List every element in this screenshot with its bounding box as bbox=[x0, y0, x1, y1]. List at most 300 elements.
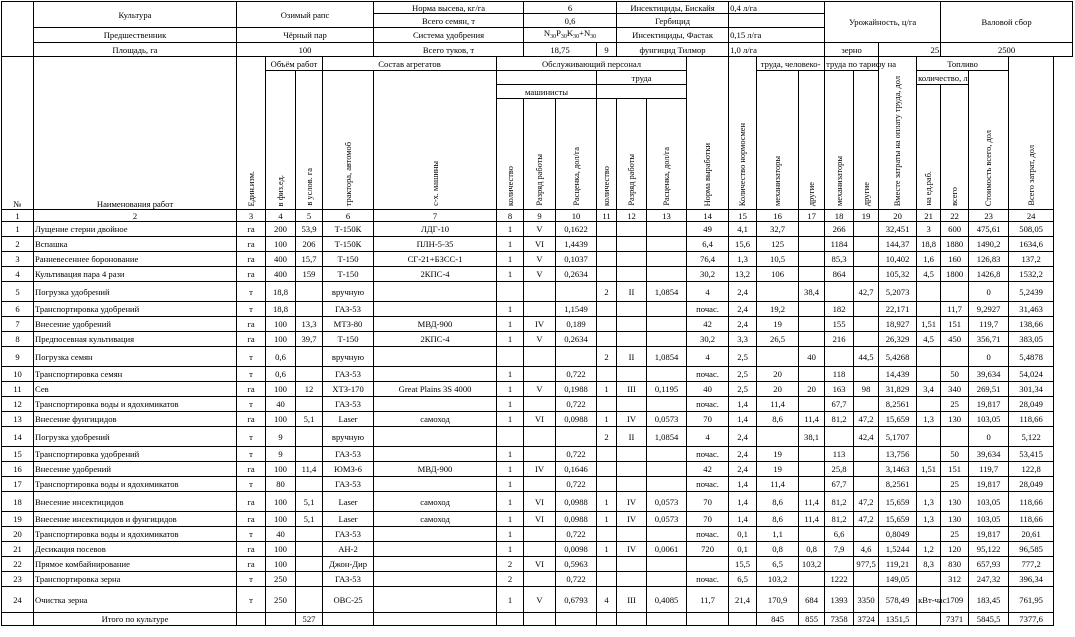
table-cell: 5,2439 bbox=[1009, 282, 1054, 302]
table-cell: 5 bbox=[2, 282, 34, 302]
col-shifts: Количество нормосмен bbox=[729, 57, 757, 210]
table-cell: 39,7 bbox=[296, 332, 323, 347]
col-others: другие bbox=[799, 71, 825, 210]
table-cell bbox=[917, 572, 941, 587]
table-cell bbox=[597, 557, 617, 572]
table-row bbox=[2, 477, 1073, 492]
table-cell: 100 bbox=[266, 557, 296, 572]
table-cell: 1,0854 bbox=[647, 282, 687, 302]
table-cell bbox=[597, 252, 617, 267]
table-cell: Транспортировка семян bbox=[34, 367, 237, 382]
table-cell: 44,5 bbox=[854, 347, 879, 367]
table-cell: 1 bbox=[597, 412, 617, 427]
table-cell bbox=[374, 447, 497, 462]
total-seeds-value: 0,6 bbox=[524, 14, 617, 28]
table-cell: 20 bbox=[757, 367, 799, 382]
table-cell: 1,6 bbox=[917, 252, 941, 267]
table-cell: III bbox=[617, 382, 647, 397]
table-cell: т bbox=[237, 397, 266, 412]
table-cell: 95,122 bbox=[969, 542, 1009, 557]
table-cell: 50 bbox=[941, 367, 969, 382]
table-cell: 18,8 bbox=[266, 282, 296, 302]
table-cell bbox=[524, 347, 556, 367]
table-cell: 11,4 bbox=[296, 462, 323, 477]
table-cell: 1490,2 bbox=[969, 237, 1009, 252]
table-cell: 98 bbox=[854, 382, 879, 397]
table-cell: 5,1707 bbox=[879, 427, 917, 447]
table-cell: 9 bbox=[266, 447, 296, 462]
table-cell: Great Plains 3S 4000 bbox=[374, 382, 497, 397]
table-cell: 4,5 bbox=[917, 332, 941, 347]
table-cell bbox=[854, 222, 879, 237]
table-cell: 0,1195 bbox=[647, 382, 687, 397]
table-cell bbox=[374, 347, 497, 367]
table-cell bbox=[647, 237, 687, 252]
table-cell: 22,171 bbox=[879, 302, 917, 317]
table-cell: АН-2 bbox=[323, 542, 374, 557]
table-cell: 6,6 bbox=[825, 527, 854, 542]
table-cell: 53,415 bbox=[1009, 447, 1054, 462]
table-cell: 2,4 bbox=[729, 447, 757, 462]
table-cell: 2КПС-4 bbox=[374, 332, 497, 347]
table-cell: 9 bbox=[2, 347, 34, 367]
table-cell: 19,817 bbox=[969, 397, 1009, 412]
table-cell: 163 bbox=[825, 382, 854, 397]
table-cell: Т-150К bbox=[323, 237, 374, 252]
table-cell: 70 bbox=[687, 492, 729, 512]
table-cell: 0,1 bbox=[729, 527, 757, 542]
table-cell: га bbox=[237, 222, 266, 237]
table-cell: 19,817 bbox=[969, 477, 1009, 492]
culture-label: Культура bbox=[34, 2, 237, 28]
table-cell: 126,83 bbox=[969, 252, 1009, 267]
table-cell: 25 bbox=[941, 477, 969, 492]
table-cell: 20,61 bbox=[1009, 527, 1054, 542]
table-cell: 119,7 bbox=[969, 462, 1009, 477]
col-total-cost: Всего затрат, дол bbox=[1009, 57, 1054, 210]
col-volume: Объём работ bbox=[266, 57, 323, 71]
table-cell: 657,93 bbox=[969, 557, 1009, 572]
table-cell: II bbox=[617, 427, 647, 447]
table-cell bbox=[296, 572, 323, 587]
table-cell: 8,2561 bbox=[879, 477, 917, 492]
table-cell: 4 bbox=[2, 267, 34, 282]
table-cell: 12 bbox=[296, 382, 323, 397]
table-cell bbox=[524, 527, 556, 542]
table-cell bbox=[524, 572, 556, 587]
table-cell: 2,5 bbox=[729, 347, 757, 367]
table-cell: 1 bbox=[597, 382, 617, 397]
table-cell: 5,1 bbox=[296, 492, 323, 512]
table-cell: 15 bbox=[2, 447, 34, 462]
table-cell: 3 bbox=[917, 222, 941, 237]
table-cell bbox=[647, 252, 687, 267]
table-cell: самоход bbox=[374, 512, 497, 527]
table-cell: 6,5 bbox=[757, 557, 799, 572]
table-cell bbox=[799, 447, 825, 462]
table-cell: 450 bbox=[941, 332, 969, 347]
table-cell: 1 bbox=[497, 332, 524, 347]
table-cell: ГАЗ-53 bbox=[323, 302, 374, 317]
total-fuel: 7371 bbox=[941, 613, 969, 626]
table-cell: 5,1 bbox=[296, 512, 323, 527]
table-cell: 4,6 bbox=[854, 542, 879, 557]
table-cell bbox=[917, 367, 941, 382]
table-cell: 20 bbox=[799, 382, 825, 397]
table-cell: вручную bbox=[323, 282, 374, 302]
table-cell bbox=[597, 302, 617, 317]
table-cell: 182 bbox=[825, 302, 854, 317]
table-cell: 2 bbox=[597, 282, 617, 302]
col-m-qty: количество bbox=[497, 99, 524, 210]
table-cell: 1,4 bbox=[729, 492, 757, 512]
table-cell: 31,829 bbox=[879, 382, 917, 397]
table-cell bbox=[296, 447, 323, 462]
table-cell bbox=[917, 527, 941, 542]
table-cell bbox=[617, 477, 647, 492]
table-cell: 19 bbox=[757, 317, 799, 332]
table-cell: Погрузка семян bbox=[34, 347, 237, 367]
total-fert-value2: 9 bbox=[597, 43, 617, 57]
table-cell: 2,4 bbox=[729, 302, 757, 317]
table-cell: Лущение стерни двойное bbox=[34, 222, 237, 237]
table-cell: 216 bbox=[825, 332, 854, 347]
table-cell: 0,722 bbox=[556, 527, 597, 542]
table-cell: 103,2 bbox=[799, 557, 825, 572]
table-cell: III bbox=[617, 587, 647, 613]
table-cell: 8,6 bbox=[757, 512, 799, 527]
table-cell bbox=[374, 572, 497, 587]
table-cell bbox=[296, 282, 323, 302]
table-cell: 2 bbox=[497, 572, 524, 587]
table-cell: 19 bbox=[757, 447, 799, 462]
table-cell bbox=[917, 347, 941, 367]
table-cell: 1,1 bbox=[757, 527, 799, 542]
table-cell: ЮМЗ-6 bbox=[323, 462, 374, 477]
table-cell: га bbox=[237, 542, 266, 557]
table-row bbox=[2, 317, 1073, 332]
gross-value: 2500 bbox=[941, 43, 1073, 57]
table-cell: 4 bbox=[687, 282, 729, 302]
table-cell: 16 bbox=[2, 462, 34, 477]
table-cell: 1 bbox=[497, 587, 524, 613]
table-cell: 130 bbox=[941, 512, 969, 527]
table-cell bbox=[374, 427, 497, 447]
col-others2: другие bbox=[854, 71, 879, 210]
table-cell: IV bbox=[617, 512, 647, 527]
table-cell: 49 bbox=[687, 222, 729, 237]
table-cell bbox=[917, 397, 941, 412]
fert-system-label: Система удобрения bbox=[374, 28, 524, 43]
table-cell bbox=[597, 332, 617, 347]
table-cell bbox=[757, 347, 799, 367]
table-cell: 1 bbox=[497, 477, 524, 492]
table-cell: 18 bbox=[2, 492, 34, 512]
table-cell: IV bbox=[524, 317, 556, 332]
table-cell: 1,3 bbox=[917, 512, 941, 527]
table-cell bbox=[296, 397, 323, 412]
table-cell: 15,659 bbox=[879, 492, 917, 512]
table-cell bbox=[556, 347, 597, 367]
table-cell: V bbox=[524, 382, 556, 397]
table-row bbox=[2, 527, 1073, 542]
table-cell: т bbox=[237, 477, 266, 492]
table-cell bbox=[647, 397, 687, 412]
table-cell: 8,2561 bbox=[879, 397, 917, 412]
table-cell: 2 bbox=[597, 347, 617, 367]
table-cell: Внесение фунгицидов bbox=[34, 412, 237, 427]
table-cell: 81,2 bbox=[825, 512, 854, 527]
table-cell: IV bbox=[617, 542, 647, 557]
table-cell: 96,585 bbox=[1009, 542, 1054, 557]
insecticides-bisk-label: Инсектициды, Бискайя bbox=[617, 2, 729, 14]
col-m-rate: Расценка, дол/га bbox=[556, 99, 597, 210]
table-cell bbox=[825, 427, 854, 447]
table-cell: 100 bbox=[266, 492, 296, 512]
table-cell: МТЗ-80 bbox=[323, 317, 374, 332]
table-cell: 1,4 bbox=[729, 412, 757, 427]
table-cell: ЛДГ-10 bbox=[374, 222, 497, 237]
table-cell: 47,2 bbox=[854, 492, 879, 512]
table-cell: т bbox=[237, 447, 266, 462]
table-cell bbox=[825, 282, 854, 302]
table-cell bbox=[597, 572, 617, 587]
table-cell: 0,1988 bbox=[556, 382, 597, 397]
table-cell: 508,05 bbox=[1009, 222, 1054, 237]
table-cell: 20 bbox=[757, 382, 799, 397]
col-l-rank: Разряд работы bbox=[617, 99, 647, 210]
table-cell: 1,4 bbox=[729, 397, 757, 412]
table-cell: 1222 bbox=[825, 572, 854, 587]
table-cell: 0,2634 bbox=[556, 332, 597, 347]
table-cell: га bbox=[237, 317, 266, 332]
table-cell bbox=[296, 542, 323, 557]
col-name: Наименования работ bbox=[34, 57, 237, 210]
total-fuel-cost: 5845,5 bbox=[969, 613, 1009, 626]
table-cell: 301,34 bbox=[1009, 382, 1054, 397]
total-others: 855 bbox=[799, 613, 825, 626]
table-cell: 10,402 bbox=[879, 252, 917, 267]
total-fert-value1: 18,75 bbox=[524, 43, 597, 57]
table-cell bbox=[825, 557, 854, 572]
table-cell: 1880 bbox=[941, 237, 969, 252]
table-cell: 1709 bbox=[941, 587, 969, 613]
table-cell: 1 bbox=[497, 492, 524, 512]
table-cell: 14,439 bbox=[879, 367, 917, 382]
table-cell bbox=[647, 332, 687, 347]
table-cell: 18,8 bbox=[266, 302, 296, 317]
table-cell: 32,451 bbox=[879, 222, 917, 237]
table-cell bbox=[854, 332, 879, 347]
table-cell: 119,21 bbox=[879, 557, 917, 572]
table-cell: 8 bbox=[2, 332, 34, 347]
table-cell: 21 bbox=[2, 542, 34, 557]
table-cell: 119,7 bbox=[969, 317, 1009, 332]
table-row bbox=[2, 267, 1073, 282]
table-cell bbox=[799, 572, 825, 587]
table-cell bbox=[374, 367, 497, 382]
table-cell: VI bbox=[524, 237, 556, 252]
table-cell: 0 bbox=[969, 282, 1009, 302]
table-cell: 2,4 bbox=[729, 282, 757, 302]
table-cell: 6,5 bbox=[729, 572, 757, 587]
table-cell bbox=[854, 237, 879, 252]
table-cell bbox=[374, 282, 497, 302]
table-cell bbox=[296, 557, 323, 572]
table-cell: Транспортировка удобрений bbox=[34, 302, 237, 317]
table-cell: 67,7 bbox=[825, 477, 854, 492]
table-cell bbox=[617, 557, 647, 572]
table-cell bbox=[497, 347, 524, 367]
table-cell: 340 bbox=[941, 382, 969, 397]
table-cell: 1,1549 bbox=[556, 302, 597, 317]
seeding-norm-value: 6 bbox=[524, 2, 617, 14]
table-cell: 2,4 bbox=[729, 427, 757, 447]
table-cell: 21,4 bbox=[729, 587, 757, 613]
table-cell bbox=[597, 462, 617, 477]
table-cell: 356,71 bbox=[969, 332, 1009, 347]
table-cell: 39,634 bbox=[969, 447, 1009, 462]
table-cell: 40 bbox=[799, 347, 825, 367]
table-cell: 684 bbox=[799, 587, 825, 613]
total-others2: 3724 bbox=[854, 613, 879, 626]
table-cell: 17 bbox=[2, 477, 34, 492]
table-cell: VI bbox=[524, 412, 556, 427]
table-cell: 0,8049 bbox=[879, 527, 917, 542]
table-cell: 0,4085 bbox=[647, 587, 687, 613]
table-cell: 28,049 bbox=[1009, 397, 1054, 412]
table-cell: V bbox=[524, 332, 556, 347]
col-labor: труда bbox=[597, 71, 687, 85]
table-cell: 6 bbox=[2, 302, 34, 317]
table-cell: VI bbox=[524, 557, 556, 572]
table-cell: 15,7 bbox=[296, 252, 323, 267]
table-cell bbox=[799, 332, 825, 347]
table-cell: Культивация пара 4 рази bbox=[34, 267, 237, 282]
table-cell bbox=[617, 527, 647, 542]
table-cell: СГ-21+БЗСС-1 bbox=[374, 252, 497, 267]
table-cell: Десикация посевов bbox=[34, 542, 237, 557]
table-cell: 0,6 bbox=[266, 347, 296, 367]
table-cell bbox=[854, 302, 879, 317]
table-cell bbox=[647, 477, 687, 492]
table-cell bbox=[374, 557, 497, 572]
insecticides-fastak-value: 0,15 л/га bbox=[729, 28, 825, 43]
insecticides-fastak-label: Инсектициды, Фастак bbox=[617, 28, 729, 43]
table-cell: 28,049 bbox=[1009, 477, 1054, 492]
table-cell: 7 bbox=[2, 317, 34, 332]
table-cell: МВД-900 bbox=[374, 462, 497, 477]
table-cell: 1,3 bbox=[729, 252, 757, 267]
table-cell: почас. bbox=[687, 367, 729, 382]
col-norm: Норма выработки bbox=[687, 57, 729, 210]
table-cell: 23 bbox=[2, 572, 34, 587]
table-cell: 206 bbox=[296, 237, 323, 252]
table-cell: МВД-900 bbox=[374, 317, 497, 332]
area-label: Площадь, га bbox=[34, 43, 237, 57]
col-per-unit: на ед.раб. bbox=[917, 85, 941, 210]
total-cond: 527 bbox=[296, 613, 323, 626]
table-cell bbox=[647, 527, 687, 542]
table-cell bbox=[524, 542, 556, 557]
table-cell: 122,8 bbox=[1009, 462, 1054, 477]
table-cell: 15,5 bbox=[729, 557, 757, 572]
table-cell: 200 bbox=[266, 222, 296, 237]
table-cell bbox=[647, 447, 687, 462]
seeding-norm-label: Норма высева, кг/га bbox=[374, 2, 524, 14]
table-cell: 1,2 bbox=[917, 542, 941, 557]
total-seeds-label: Всего семян, т bbox=[374, 14, 524, 28]
table-cell bbox=[854, 367, 879, 382]
table-cell bbox=[497, 282, 524, 302]
table-cell bbox=[799, 367, 825, 382]
table-cell bbox=[296, 527, 323, 542]
table-cell: ГАЗ-53 bbox=[323, 367, 374, 382]
col-fuel-cost: Стоимость всего, дол bbox=[969, 71, 1009, 210]
table-cell bbox=[597, 237, 617, 252]
table-cell: 26,329 bbox=[879, 332, 917, 347]
table-cell bbox=[497, 427, 524, 447]
table-cell: 1,4439 bbox=[556, 237, 597, 252]
table-cell bbox=[617, 267, 647, 282]
table-cell: 578,49 bbox=[879, 587, 917, 613]
table-cell: 76,4 bbox=[687, 252, 729, 267]
table-cell: 42 bbox=[687, 317, 729, 332]
grain-label: зерно bbox=[825, 43, 879, 57]
table-cell: 0,6 bbox=[266, 367, 296, 382]
table-cell: VI bbox=[524, 492, 556, 512]
table-cell bbox=[374, 527, 497, 542]
table-cell bbox=[854, 462, 879, 477]
table-cell: V bbox=[524, 267, 556, 282]
table-cell bbox=[854, 527, 879, 542]
table-cell: 0,8 bbox=[799, 542, 825, 557]
table-cell: 1 bbox=[597, 542, 617, 557]
table-cell: ХТЗ-170 bbox=[323, 382, 374, 397]
col-number-row: 1 2 3 4 5 6 7 8 9 10 11 12 13 14 15 16 17 18 19 20 21 22 23 24 bbox=[2, 210, 1073, 222]
table-cell: га bbox=[237, 557, 266, 572]
table-cell: 0,1 bbox=[729, 542, 757, 557]
table-cell bbox=[854, 397, 879, 412]
yield-value: 25 bbox=[879, 43, 941, 57]
table-cell: 5,4878 bbox=[1009, 347, 1054, 367]
table-cell: 24 bbox=[2, 587, 34, 613]
table-cell: 1184 bbox=[825, 237, 854, 252]
table-cell: 81,2 bbox=[825, 412, 854, 427]
table-cell bbox=[524, 367, 556, 382]
table-row bbox=[2, 222, 1073, 237]
table-cell: 0,722 bbox=[556, 367, 597, 382]
table-cell: 830 bbox=[941, 557, 969, 572]
table-cell: 32,7 bbox=[757, 222, 799, 237]
table-cell bbox=[617, 237, 647, 252]
table-cell: т bbox=[237, 572, 266, 587]
table-cell: Laser bbox=[323, 492, 374, 512]
table-cell bbox=[617, 447, 647, 462]
table-cell: 5,122 bbox=[1009, 427, 1054, 447]
table-cell: 3,3 bbox=[729, 332, 757, 347]
table-cell: 1 bbox=[497, 512, 524, 527]
col-fuel-qty: количество, л bbox=[918, 72, 968, 83]
table-cell bbox=[296, 347, 323, 367]
table-cell bbox=[647, 267, 687, 282]
table-cell bbox=[799, 477, 825, 492]
table-cell: 70 bbox=[687, 512, 729, 527]
table-cell: 1,4 bbox=[729, 477, 757, 492]
table-cell: 18,927 bbox=[879, 317, 917, 332]
table-cell bbox=[825, 347, 854, 367]
total-pay: 1351,5 bbox=[879, 613, 917, 626]
